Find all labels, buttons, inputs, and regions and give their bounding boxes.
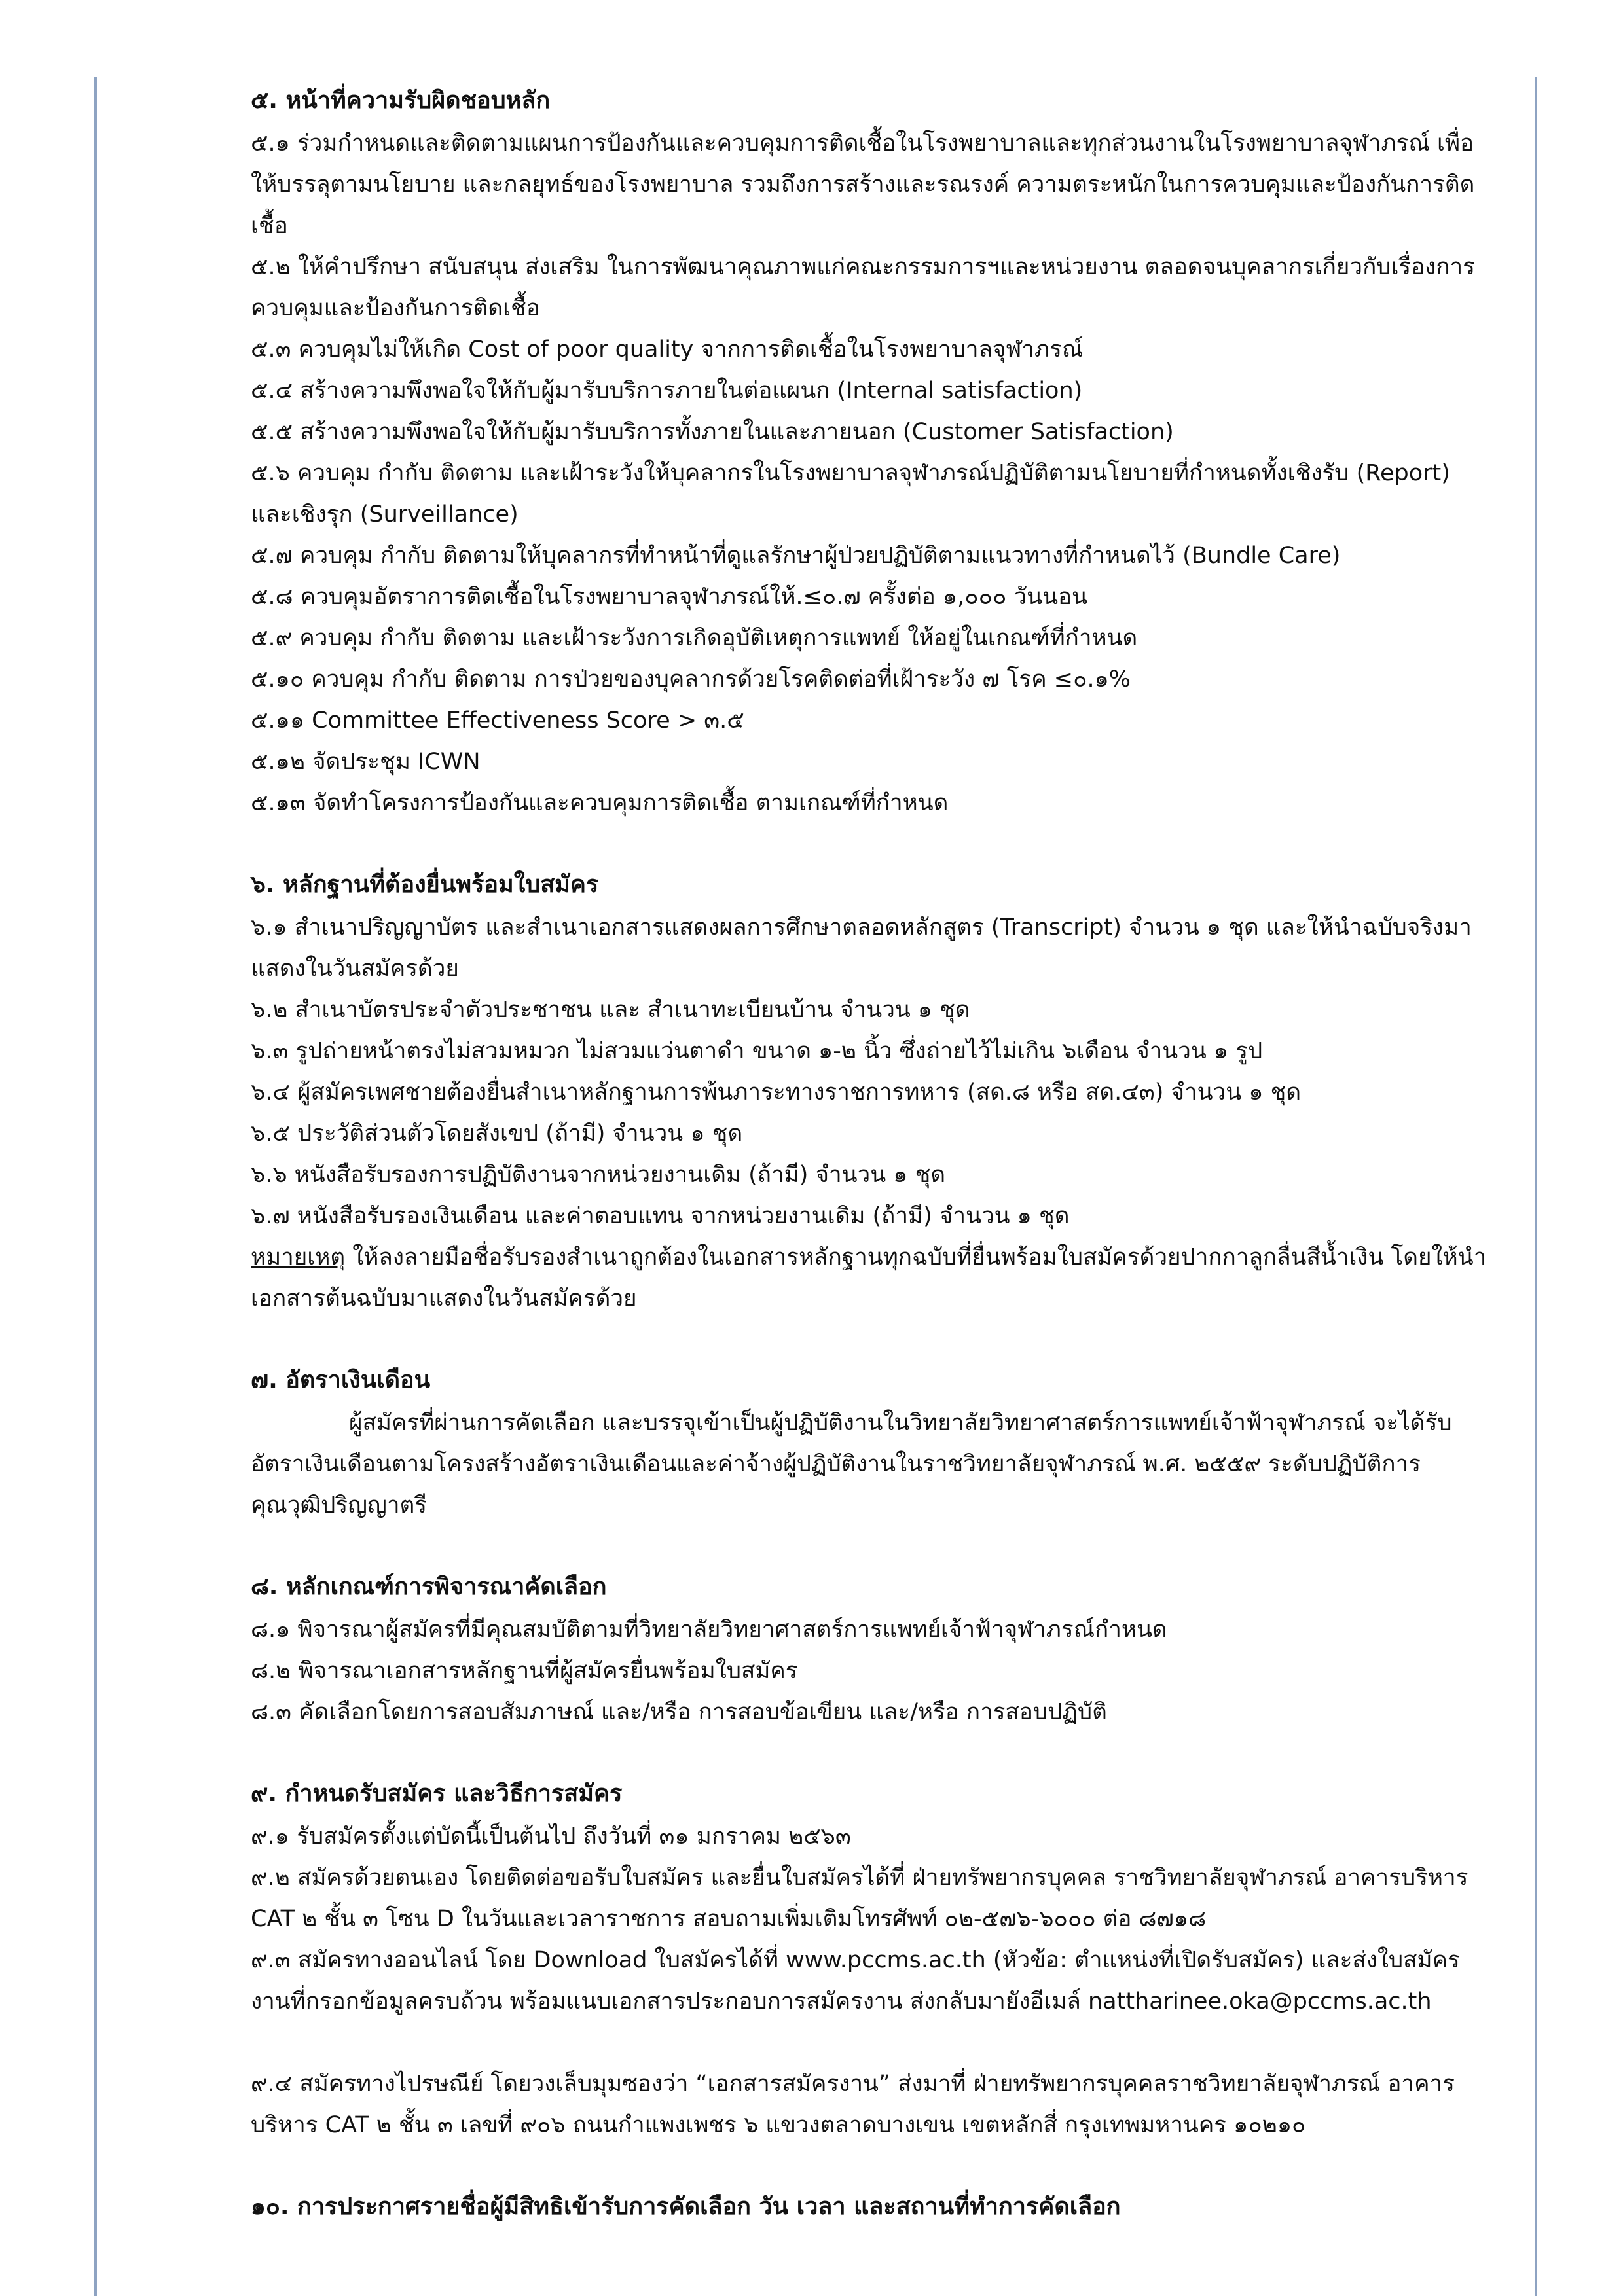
list-item: ๖.๗ หนังสือรับรองเงินเดือน และค่าตอบแทน จากหน่วยงานเดิม (ถ้ามี) จำนวน ๑ ชุด: [251, 1203, 1070, 1229]
list-item: ๖.๒ สำเนาบัตรประจำตัวประชาชน และ สำเนาทะเบียนบ้าน จำนวน ๑ ชุด: [251, 997, 970, 1023]
list-item: ๕.๖ ควบคุม กำกับ ติดตาม และเฝ้าระวังให้บุคลากรในโรงพยาบาลจุฬาภรณ์ปฏิบัติตามนโยบายที่กำหนดทั้งเชิงรับ (Report) และเชิงรุก (Surveillance): [251, 460, 1450, 528]
note-paragraph: [251, 1237, 1495, 1319]
section-announcement: [251, 2187, 1495, 2229]
section-application: [251, 1774, 1495, 2146]
section-heading: ๙. กำหนดรับสมัคร และวิธีการสมัคร: [251, 1780, 623, 1807]
list-item: ๕.๗ ควบคุม กำกับ ติดตามให้บุคลากรที่ทำหน้าที่ดูแลรักษาผู้ป่วยปฏิบัติตามแนวทางที่กำหนดไว้ (Bundle Care): [251, 543, 1341, 569]
section-heading: ๕. หน้าที่ความรับผิดชอบหลัก: [251, 87, 551, 114]
list-item: ๙.๑ รับสมัครตั้งแต่บัดนี้เป็นต้นไป ถึงวันที่ ๓๑ มกราคม ๒๕๖๓: [251, 1823, 851, 1850]
list-item: ๕.๕ สร้างความพึงพอใจให้กับผู้มารับบริการทั้งภายในและภายนอก (Customer Satisfaction): [251, 419, 1174, 445]
list-item: ๕.๓ ควบคุมไม่ให้เกิด Cost of poor quality จากการติดเชื้อในโรงพยาบาลจุฬาภรณ์: [251, 336, 1084, 363]
page-border-left: [94, 77, 97, 2296]
list-item: ๕.๑๓ จัดทำโครงการป้องกันและควบคุมการติดเชื้อ ตามเกณฑ์ที่กำหนด: [251, 790, 949, 816]
list-item: ๘.๑ พิจารณาผู้สมัครที่มีคุณสมบัติตามที่วิทยาลัยวิทยาศาสตร์การแพทย์เจ้าฟ้าจุฬาภรณ์กำหนด: [251, 1617, 1167, 1643]
page-border-right: [1535, 77, 1537, 2296]
list-item: ๙.๒ สมัครด้วยตนเอง โดยติดต่อขอรับใบสมัคร และยื่นใบสมัครได้ที่ ฝ่ายทรัพยากรบุคคล ราชวิทยาลัยจุฬาภรณ์ อาคารบริหาร CAT ๒ ชั้น ๓ โซน D ในวันและเวลาราชการ สอบถามเพิ่มเติมโทรศัพท์ ๐๒-๕๗๖-๖๐๐๐ ต่อ ๘๗๑๘: [251, 1865, 1468, 1932]
list-item: ๖.๓ รูปถ่ายหน้าตรงไม่สวมหมวก ไม่สวมแว่นตาดำ ขนาด ๑-๒ นิ้ว ซึ่งถ่ายไว้ไม่เกิน ๖เดือน จำนวน ๑ รูป: [251, 1038, 1263, 1064]
section-heading: ๘. หลักเกณฑ์การพิจารณาคัดเลือก: [251, 1573, 607, 1600]
list-item: ๕.๑๐ ควบคุม กำกับ ติดตาม การป่วยของบุคลากรด้วยโรคติดต่อที่เฝ้าระวัง ๗ โรค ≤๐.๑%: [251, 666, 1131, 692]
section-responsibilities: [251, 81, 1495, 824]
list-item: ๖.๕ ประวัติส่วนตัวโดยสังเขป (ถ้ามี) จำนวน ๑ ชุด: [251, 1121, 743, 1147]
list-item: ๙.๓ สมัครทางออนไลน์ โดย Download ใบสมัครได้ที่ www.pccms.ac.th (หัวข้อ: ตำแหน่งที่เปิดรับสมัคร) และส่งใบสมัครงานที่กรอกข้อมูลครบถ้วน พร้อมแนบเอกสารประกอบการสมัครงาน ส่งกลับมายังอีเมล์ nattharinee.oka@pccms.ac.th: [251, 1947, 1460, 2015]
list-item: ๘.๒ พิจารณาเอกสารหลักฐานที่ผู้สมัครยื่นพร้อมใบสมัคร: [251, 1658, 798, 1684]
note-text: ให้ลงลายมือชื่อรับรองสำเนาถูกต้องในเอกสารหลักฐานทุกฉบับที่ยื่นพร้อมใบสมัครด้วยปากกาลูกลื่นสีน้ำเงิน โดยให้นำเอกสารต้นฉบับมาแสดงในวันสมัครด้วย: [251, 1244, 1487, 1312]
section-heading: ๑๐. การประกาศรายชื่อผู้มีสิทธิเข้ารับการคัดเลือก วัน เวลา และสถานที่ทำการคัดเลือก: [251, 2193, 1121, 2220]
salary-paragraph: ผู้สมัครที่ผ่านการคัดเลือก และบรรจุเข้าเป็นผู้ปฏิบัติงานในวิทยาลัยวิทยาศาสตร์การแพทย์เจ้าฟ้าจุฬาภรณ์ จะได้รับอัตราเงินเดือนตามโครงสร้างอัตราเงินเดือนและค่าจ้างผู้ปฏิบัติงานในราชวิทยาลัยจุฬาภรณ์ พ.ศ. ๒๕๕๙ ระดับปฏิบัติการ คุณวุฒิปริญญาตรี: [251, 1410, 1452, 1518]
section-criteria: [251, 1568, 1495, 1733]
list-item: ๖.๔ ผู้สมัครเพศชายต้องยื่นสำเนาหลักฐานการพ้นภาระทางราชการทหาร (สด.๘ หรือ สด.๔๓) จำนวน ๑ ชุด: [251, 1079, 1302, 1105]
list-item: ๕.๔ สร้างความพึงพอใจให้กับผู้มารับบริการภายในต่อแผนก (Internal satisfaction): [251, 378, 1083, 404]
list-item: ๖.๖ หนังสือรับรองการปฏิบัติงานจากหน่วยงานเดิม (ถ้ามี) จำนวน ๑ ชุด: [251, 1162, 946, 1188]
note-label: หมายเหตุ: [251, 1244, 346, 1270]
list-item: ๕.๑๑ Committee Effectiveness Score > ๓.๕: [251, 708, 744, 734]
section-documents: [251, 865, 1495, 1319]
list-item: ๕.๒ ให้คำปรึกษา สนับสนุน ส่งเสริม ในการพัฒนาคุณภาพแก่คณะกรรมการฯและหน่วยงาน ตลอดจนบุคลากรเกี่ยวกับเรื่องการควบคุมและป้องกันการติดเชื้อ: [251, 254, 1475, 321]
list-item: ๙.๔ สมัครทางไปรษณีย์ โดยวงเล็บมุมซองว่า “เอกสารสมัครงาน” ส่งมาที่ ฝ่ายทรัพยากรบุคคลราชวิทยาลัยจุฬาภรณ์ อาคารบริหาร CAT ๒ ชั้น ๓ เลขที่ ๙๐๖ ถนนกำแพงเพชร ๖ แขวงตลาดบางเขน เขตหลักสี่ กรุงเทพมหานคร ๑๐๒๑๐: [251, 2071, 1455, 2138]
list-item: ๖.๑ สำเนาปริญญาบัตร และสำเนาเอกสารแสดงผลการศึกษาตลอดหลักสูตร (Transcript) จำนวน ๑ ชุด และให้นำฉบับจริงมาแสดงในวันสมัครด้วย: [251, 914, 1472, 982]
section-heading: ๖. หลักฐานที่ต้องยื่นพร้อมใบสมัคร: [251, 871, 599, 898]
list-item: ๘.๓ คัดเลือกโดยการสอบสัมภาษณ์ และ/หรือ การสอบข้อเขียน และ/หรือ การสอบปฏิบัติ: [251, 1699, 1107, 1725]
list-item: ๕.๘ ควบคุมอัตราการติดเชื้อในโรงพยาบาลจุฬาภรณ์ให้.≤๐.๗ ครั้งต่อ ๑,๐๐๐ วันนอน: [251, 584, 1087, 610]
document-body: [251, 81, 1495, 2229]
list-item: ๕.๑ ร่วมกำหนดและติดตามแผนการป้องกันและควบคุมการติดเชื้อในโรงพยาบาลและทุกส่วนงานในโรงพยาบาลจุฬาภรณ์ เพื่อให้บรรลุตามนโยบาย และกลยุทธ์ของโรงพยาบาล รวมถึงการสร้างและรณรงค์ ความตระหนักในการควบคุมและป้องกันการติดเชื้อ: [251, 130, 1475, 239]
section-heading: ๗. อัตราเงินเดือน: [251, 1367, 431, 1393]
list-item: ๕.๙ ควบคุม กำกับ ติดตาม และเฝ้าระวังการเกิดอุบัติเหตุการแพทย์ ให้อยู่ในเกณฑ์ที่กำหนด: [251, 625, 1138, 651]
section-salary: [251, 1361, 1495, 1526]
list-item: ๕.๑๒ จัดประชุม ICWN: [251, 749, 481, 775]
